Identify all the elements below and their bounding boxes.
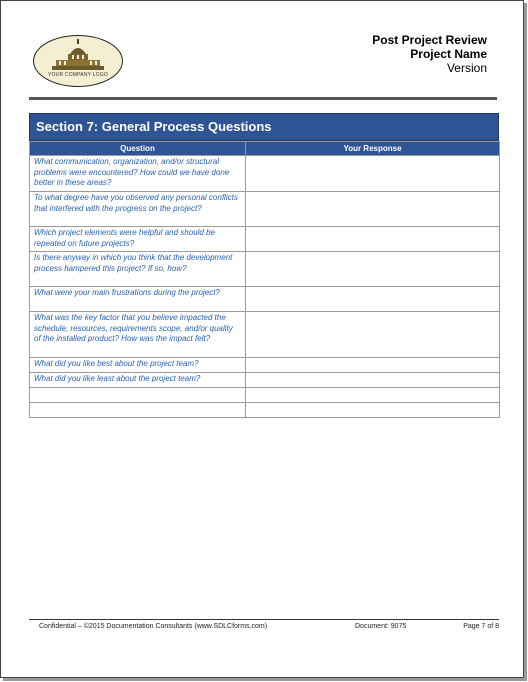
response-cell[interactable] (246, 403, 500, 418)
response-cell[interactable] (246, 252, 500, 287)
footer-page-number: Page 7 of 8 (463, 623, 499, 630)
response-cell[interactable] (246, 192, 500, 227)
footer-confidential: Confidential – ©2015 Documentation Consultants (www.SDLCforms.com) (39, 623, 268, 630)
table-row (30, 388, 500, 403)
project-name: Project Name (410, 47, 487, 61)
section-general-process-questions (29, 113, 499, 418)
question-cell: Which project elements were helpful and should be repeated on future projects? (30, 227, 246, 252)
response-cell[interactable] (246, 227, 500, 252)
question-cell: What did you like least about the project team? (30, 373, 246, 388)
questions-table (29, 141, 500, 418)
company-logo (33, 35, 123, 87)
question-cell: What communication, organization, and/or structural problems were encountered? How could we have done better in these areas? (30, 156, 246, 192)
table-header-row (30, 142, 500, 156)
column-header-question: Question (30, 142, 246, 156)
table-row (30, 227, 500, 252)
document-version: Version (446, 61, 487, 75)
response-cell[interactable] (246, 312, 500, 358)
section-title: Section 7: General Process Questions (29, 113, 499, 141)
table-row (30, 287, 500, 312)
question-cell[interactable] (30, 403, 246, 418)
question-cell: What did you like best about the project team? (30, 358, 246, 373)
table-row (30, 252, 500, 287)
column-header-response: Your Response (246, 142, 500, 156)
header-divider (29, 97, 497, 100)
response-cell[interactable] (246, 287, 500, 312)
table-row (30, 192, 500, 227)
logo-text: YOUR COMPANY LOGO (48, 72, 108, 78)
footer-divider (29, 619, 499, 620)
footer-document-number: Document: 9075 (355, 623, 407, 630)
table-row (30, 156, 500, 192)
question-cell: To what degree have you observed any personal conflicts that interfered with the progress on the project? (30, 192, 246, 227)
question-cell[interactable] (30, 388, 246, 403)
table-row (30, 358, 500, 373)
response-cell[interactable] (246, 156, 500, 192)
document-header (372, 33, 487, 75)
response-cell[interactable] (246, 388, 500, 403)
response-cell[interactable] (246, 373, 500, 388)
question-cell: Is there anyway in which you think that the development process hampered this project? If so, how? (30, 252, 246, 287)
document-title: Post Project Review (372, 33, 487, 47)
table-row (30, 403, 500, 418)
question-cell: What was the key factor that you believe impacted the schedule, resources, requirements scope, and/or quality of the installed product? How was the impact felt? (30, 312, 246, 358)
response-cell[interactable] (246, 358, 500, 373)
capitol-building-icon (34, 36, 122, 86)
table-row (30, 312, 500, 358)
question-cell: What were your main frustrations during the project? (30, 287, 246, 312)
table-row (30, 373, 500, 388)
